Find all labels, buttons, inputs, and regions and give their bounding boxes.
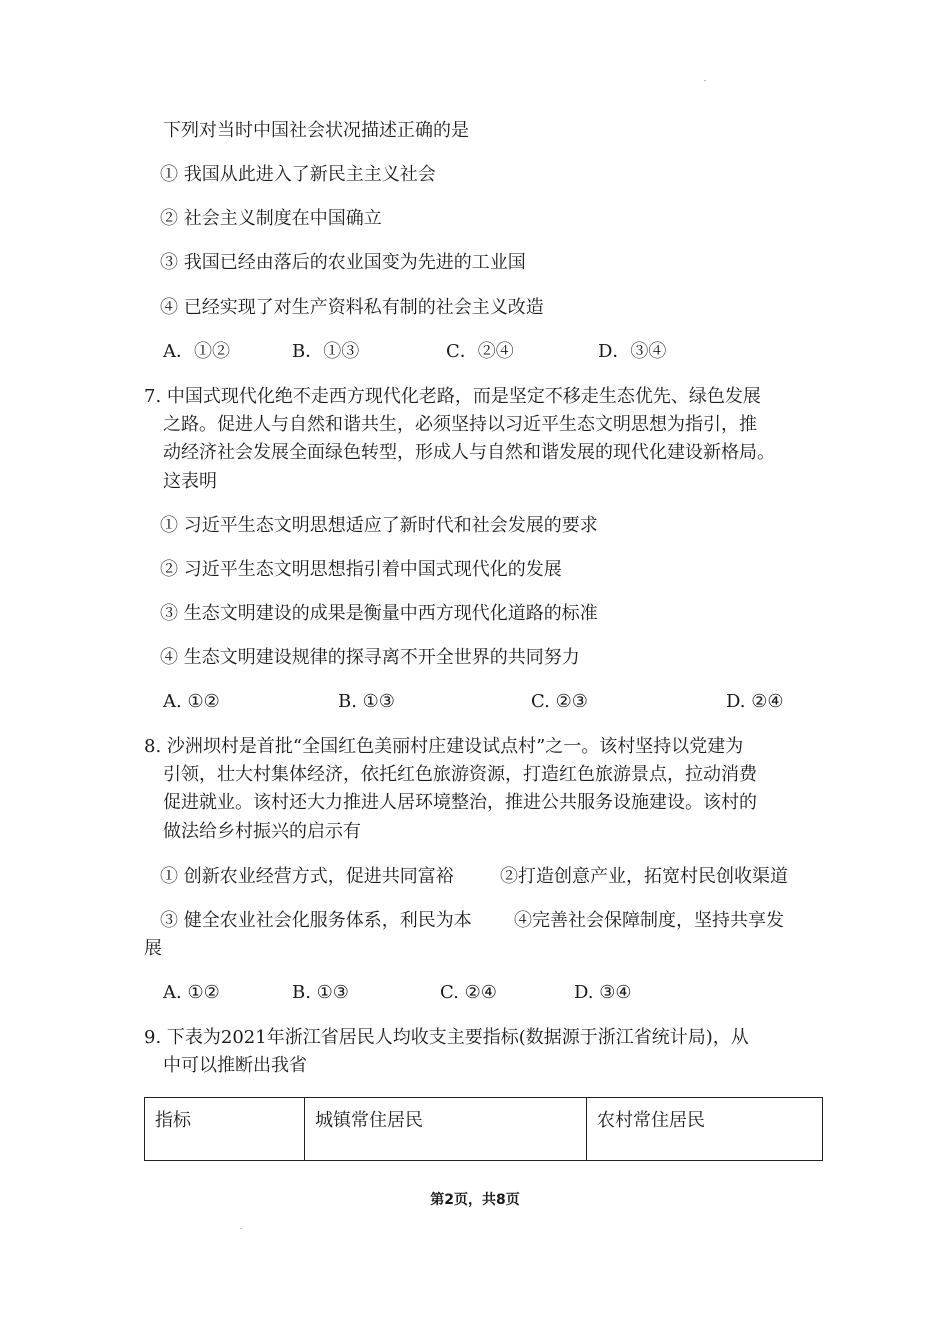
q7-option-b[interactable]: B. ①③ xyxy=(338,691,395,712)
q7-stem-line-4: 这表明 xyxy=(163,471,217,492)
table-header-indicator: 指标 xyxy=(145,1098,305,1161)
q8-item-1: ① 创新农业经营方式，促进共同富裕 xyxy=(160,866,454,887)
q7-option-a[interactable]: A. ①② xyxy=(163,691,220,712)
q8-item-4: ④完善社会保障制度，坚持共享发 xyxy=(514,910,784,931)
q8-option-c[interactable]: C. ②④ xyxy=(440,982,497,1003)
q8-option-b[interactable]: B. ①③ xyxy=(292,982,349,1003)
q8-stem-line-2: 引领，壮大村集体经济，依托红色旅游资源，打造红色旅游景点，拉动消费 xyxy=(163,764,757,785)
q9-stem-line-1: 9. 下表为2021年浙江省居民人均收支主要指标(数据源于浙江省统计局)，从 xyxy=(144,1027,749,1048)
table-row xyxy=(145,1098,823,1161)
q6-item-4: ④ 已经实现了对生产资料私有制的社会主义改造 xyxy=(160,297,544,318)
q8-stem-line-3: 促进就业。该村还大力推进人居环境整治，推进公共服务设施建设。该村的 xyxy=(163,792,757,813)
q6-item-1: ① 我国从此进入了新民主主义社会 xyxy=(160,164,436,185)
q9-data-table xyxy=(144,1097,823,1161)
q7-stem-line-1: 7. 中国式现代化绝不走西方现代化老路，而是坚定不移走生态优先、绿色发展 xyxy=(144,386,761,407)
q7-item-1: ① 习近平生态文明思想适应了新时代和社会发展的要求 xyxy=(160,515,598,536)
q8-stem-line-1: 8. 沙洲坝村是首批“全国红色美丽村庄建设试点村”之一。该村坚持以党建为 xyxy=(144,736,744,757)
q6-option-b[interactable]: B．①③ xyxy=(292,341,360,362)
q8-stem-line-4: 做法给乡村振兴的启示有 xyxy=(163,821,361,842)
q7-item-4: ④ 生态文明建设规律的探寻离不开全世界的共同努力 xyxy=(160,647,580,668)
q6-item-2: ② 社会主义制度在中国确立 xyxy=(160,208,382,229)
q6-stem: 下列对当时中国社会状况描述正确的是 xyxy=(163,120,469,141)
q9-stem-line-2: 中可以推断出我省 xyxy=(163,1055,307,1076)
q7-item-3: ③ 生态文明建设的成果是衡量中西方现代化道路的标准 xyxy=(160,603,598,624)
q8-item-4-wrap: 展 xyxy=(144,938,162,959)
q7-stem-line-3: 动经济社会发展全面绿色转型，形成人与自然和谐发展的现代化建设新格局。 xyxy=(163,442,775,463)
q7-option-c[interactable]: C. ②③ xyxy=(531,691,588,712)
scan-dot xyxy=(704,80,706,81)
table-header-urban: 城镇常住居民 xyxy=(305,1098,587,1161)
q6-option-a[interactable]: A．①② xyxy=(163,341,230,362)
q8-item-3: ③ 健全农业社会化服务体系，利民为本 xyxy=(160,910,472,931)
q6-item-3: ③ 我国已经由落后的农业国变为先进的工业国 xyxy=(160,252,526,273)
q6-option-c[interactable]: C．②④ xyxy=(446,341,514,362)
scan-dot xyxy=(240,1228,242,1229)
q7-option-d[interactable]: D. ②④ xyxy=(726,691,784,712)
q7-stem-line-2: 之路。促进人与自然和谐共生，必须坚持以习近平生态文明思想为指引，推 xyxy=(163,414,757,435)
q8-option-d[interactable]: D. ③④ xyxy=(574,982,632,1003)
page-footer: 第2页，共8页 xyxy=(430,1192,520,1208)
q6-option-d[interactable]: D．③④ xyxy=(598,341,667,362)
q7-item-2: ② 习近平生态文明思想指引着中国式现代化的发展 xyxy=(160,559,562,580)
q8-option-a[interactable]: A. ①② xyxy=(163,982,220,1003)
q8-item-2: ②打造创意产业，拓宽村民创收渠道 xyxy=(500,866,788,887)
table-header-rural: 农村常住居民 xyxy=(587,1098,823,1161)
